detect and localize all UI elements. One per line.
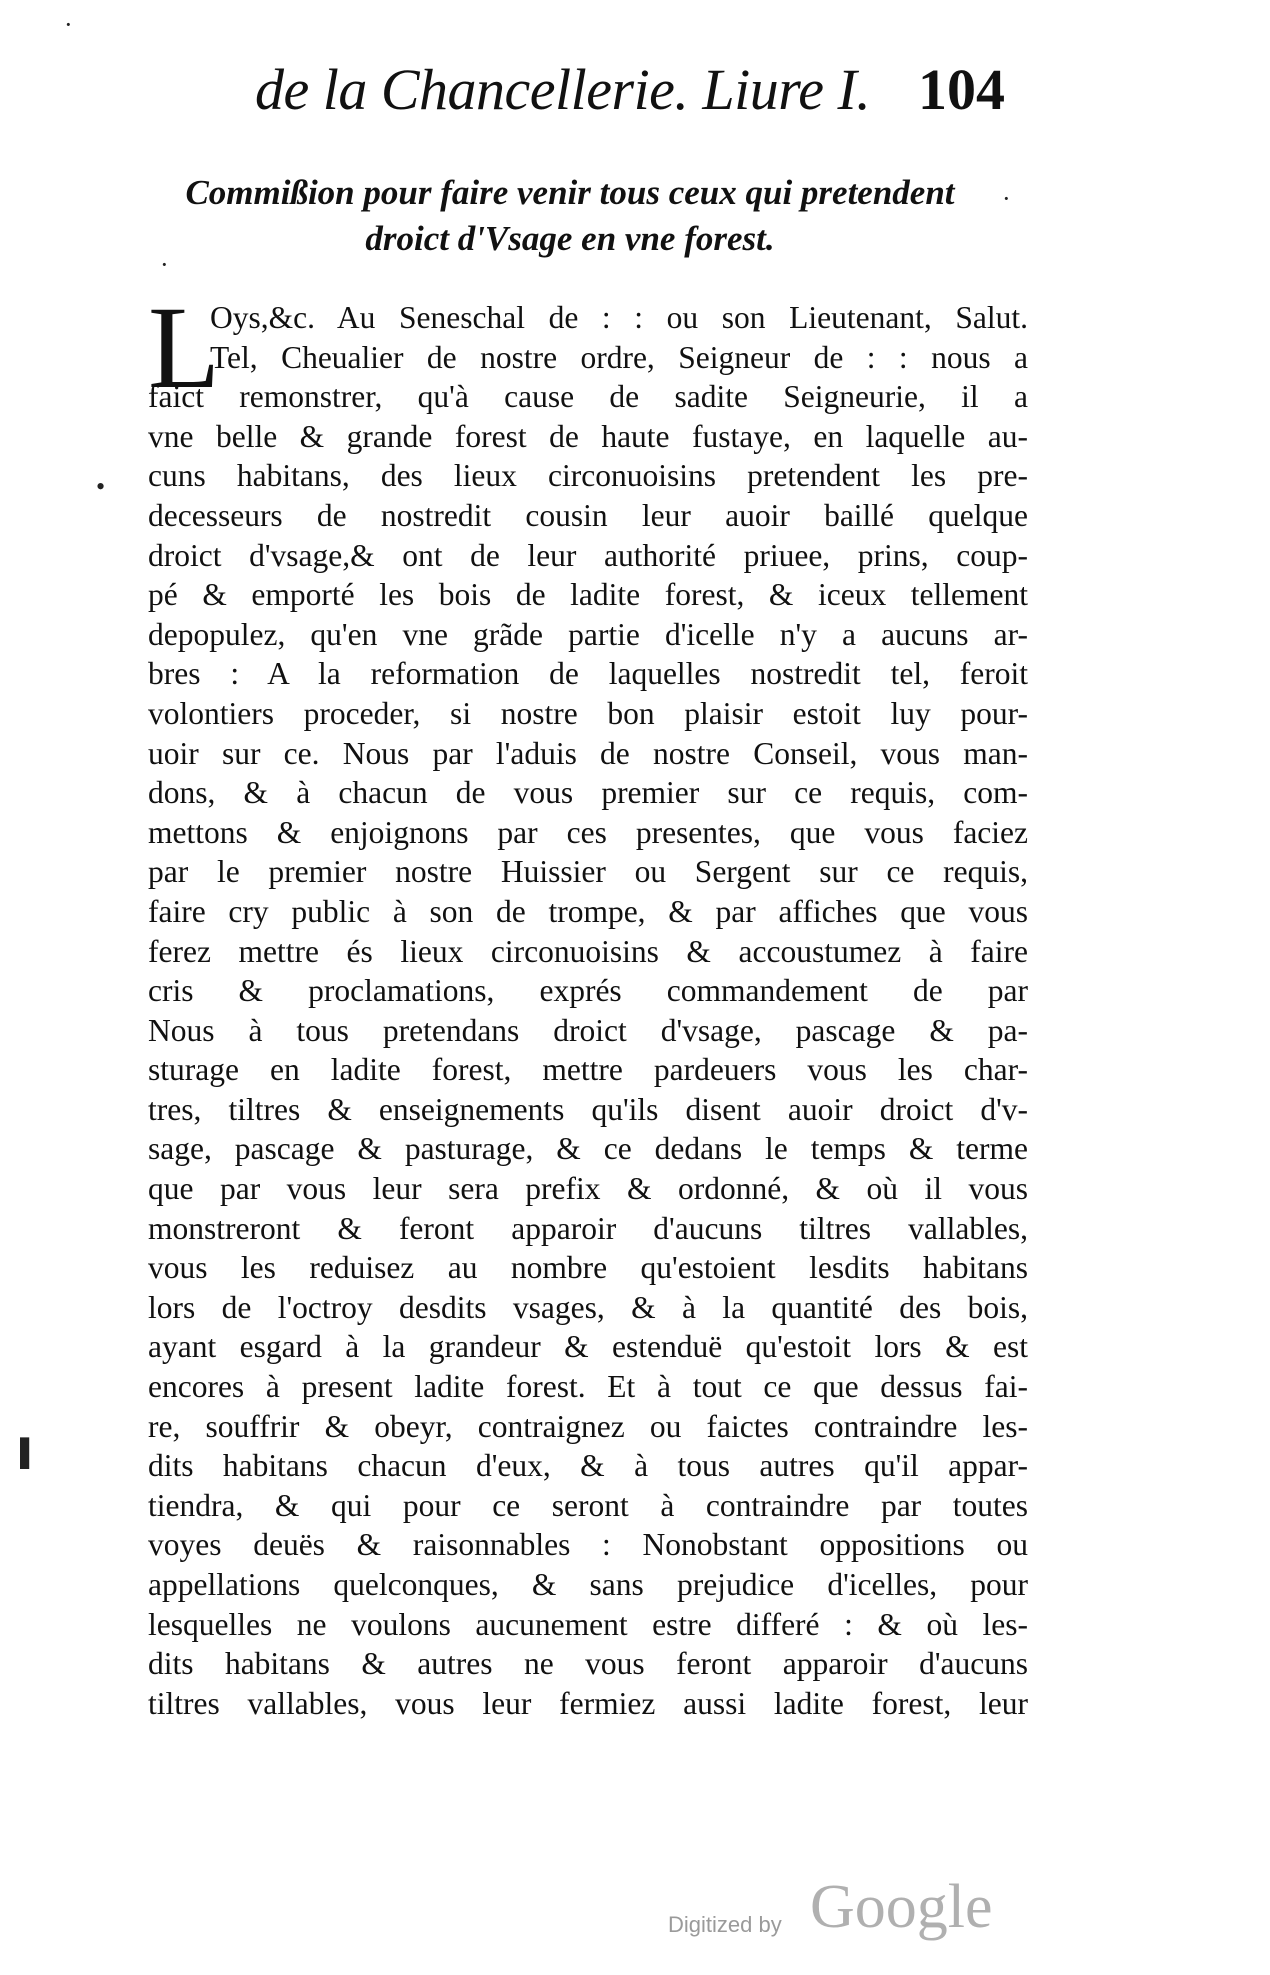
margin-mark: · [160, 250, 169, 279]
text-line: vous les reduisez au nombre qu'estoient lesdits habitans [148, 1250, 1028, 1286]
text-line: dits habitans & autres ne vous feront apparoir d'aucuns [148, 1646, 1028, 1682]
text-line: faict remonstrer, qu'à cause de sadite Seigneurie, il a [148, 379, 1028, 415]
text-line: tiendra, & qui pour ce seront à contraindre par toutes [148, 1487, 1028, 1523]
body-text [148, 282, 1028, 1723]
margin-mark: · [64, 10, 73, 39]
google-logo: Google [810, 1873, 993, 1941]
text-lines [148, 282, 1028, 1723]
text-line: cris & proclamations, exprés commandement de par [148, 973, 1028, 1009]
text-line: faire cry public à son de trompe, & par affiches que vous [148, 893, 1028, 929]
text-line: re, souffrir & obeyr, contraignez ou faictes contraindre les- [148, 1408, 1028, 1444]
text-line: sturage en ladite forest, mettre pardeuers vous les char- [148, 1052, 1028, 1088]
text-line: tiltres vallables, vous leur fermiez aussi ladite forest, leur [148, 1685, 1028, 1721]
text-line: tres, tiltres & enseignements qu'ils disent auoir droict d'v- [148, 1091, 1028, 1127]
text-line: lors de l'octroy desdits vsages, & à la quantité des bois, [148, 1289, 1028, 1325]
text-line: dons, & à chacun de vous premier sur ce requis, com- [148, 775, 1028, 811]
text-line: pé & emporté les bois de ladite forest, & iceux tellement [148, 577, 1028, 613]
text-line: mettons & enjoignons par ces presentes, que vous faciez [148, 814, 1028, 850]
text-line: voyes deuës & raisonnables : Nonobstant oppositions ou [148, 1527, 1028, 1563]
text-line: lesquelles ne voulons aucunement estre differé : & où les- [148, 1606, 1028, 1642]
text-line: ferez mettre és lieux circonuoisins & accoustumez à faire [148, 933, 1028, 969]
text-line: Nous à tous pretendans droict d'vsage, pascage & pa- [148, 1012, 1028, 1048]
text-line: par le premier nostre Huissier ou Sergent sur ce requis, [148, 854, 1028, 890]
text-line: volontiers proceder, si nostre bon plaisir estoit luy pour- [148, 695, 1028, 731]
text-line: uoir sur ce. Nous par l'aduis de nostre Conseil, vous man- [148, 735, 1028, 771]
text-line: ayant esgard à la grandeur & estenduë qu'estoit lors & est [148, 1329, 1028, 1365]
text-line: sage, pascage & pasturage, & ce dedans le temps & terme [148, 1131, 1028, 1167]
text-line: depopulez, qu'en vne grãde partie d'icelle n'y a aucuns ar- [148, 616, 1028, 652]
text-line: encores à present ladite forest. Et à tout ce que dessus fai- [148, 1369, 1028, 1405]
text-line: Oys,&c. Au Seneschal de : : ou son Lieutenant, Salut. [210, 300, 1028, 335]
margin-mark: ▌ [20, 1438, 39, 1467]
heading-line: droict d'Vsage en vne forest. [365, 219, 775, 258]
text-line: vne belle & grande forest de haute fustaye, en laquelle au- [148, 418, 1028, 454]
margin-mark: • [96, 472, 106, 501]
drop-cap: L [148, 282, 221, 413]
text-line: cuns habitans, des lieux circonuoisins pretendent les pre- [148, 458, 1028, 494]
text-line: dits habitans chacun d'eux, & à tous autres qu'il appar- [148, 1448, 1028, 1484]
running-head [255, 50, 1005, 130]
heading-line: Commißion pour faire venir tous ceux qui pretendent [185, 173, 955, 212]
digitized-prefix: Digitized by [668, 1912, 782, 1937]
text-line: bres : A la reformation de laquelles nostredit tel, feroit [148, 656, 1028, 692]
text-line: Tel, Cheualier de nostre ordre, Seigneur de : : nous a [210, 339, 1028, 375]
text-line: appellations quelconques, & sans prejudice d'icelles, pour [148, 1567, 1028, 1602]
digitized-stamp [668, 1872, 1008, 1952]
page-number: 104 [918, 57, 1005, 122]
text-line: que par vous leur sera prefix & ordonné, & où il vous [148, 1171, 1028, 1207]
text-line: decesseurs de nostredit cousin leur auoir baillé quelque [148, 497, 1028, 533]
running-title: de la Chancellerie. Liure I. [255, 57, 871, 122]
section-heading [130, 170, 1010, 262]
text-line: monstreront & feront apparoir d'aucuns tiltres vallables, [148, 1210, 1028, 1246]
margin-mark: · [1002, 184, 1011, 213]
text-line: droict d'vsage,& ont de leur authorité priuee, prins, coup- [148, 537, 1028, 573]
